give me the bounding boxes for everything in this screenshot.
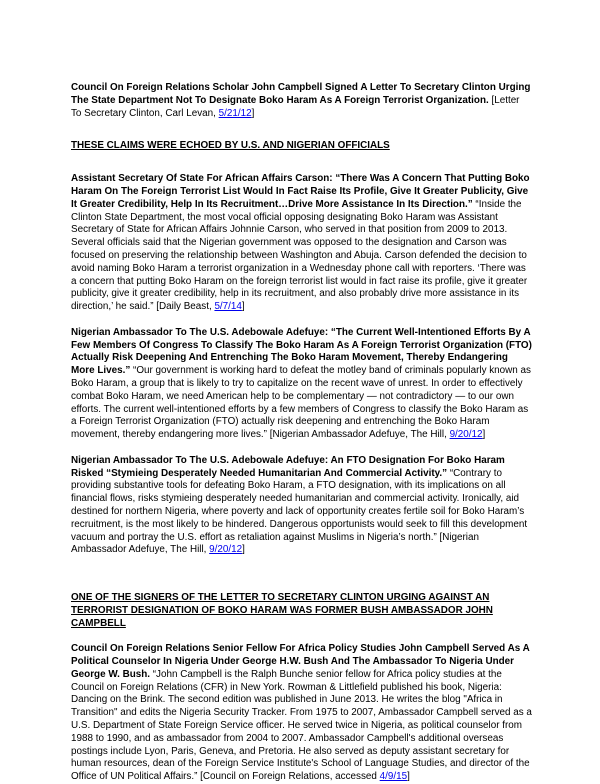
- paragraph-body: “Our government is working hard to defeat the motley band of criminals popularly known as Boko Haram, a group that is likely to try to capitalize on the recent wave of unrest. In order to effectively combat Boko Haram, we need American help to be complementary — not contradictory — to our own efforts. The current well-intentioned efforts by a few members of Congress to classify the Boko Haram as a Foreign Terrorist Organization (FTO) actually risk deepening and entrenching the Boko Haram movement, thereby endangering more lives.” [Nigerian Ambassador Adefuye, The Hill,: [71, 365, 531, 441]
- source-link[interactable]: 5/21/12: [218, 107, 252, 119]
- paragraph-campbell-bio: Council On Foreign Relations Senior Fellow For Africa Policy Studies John Campbell Served As A Political Counselor In Nigeria Under George H.W. Bush And The Ambassador To Nigeria Under George W. Bush. “John Campbell is the Ralph Bunche senior fellow for Africa policy studies at the Council on Foreign Relations (CFR) in New York. Rowman & Littlefield published his book, Nigeria: Dancing on the Brink. The second edition was published in June 2013. He writes the blog "Africa in Transition" and edits the Nigeria Security Tracker. From 1975 to 2007, Ambassador Campbell served as a U.S. Department of State Foreign Service officer. He served twice in Nigeria, as political counselor from 1988 to 1990, and as ambassador from 2004 to 2007. Ambassador Campbell's additional overseas postings include Lyon, Paris, Geneva, and Pretoria. He also served as deputy assistant secretary for human resources, dean of the Foreign Service Institute's School of Language Studies, and director of the Office of UN Political Affairs.” [Council on Foreign Relations, accessed 4/9/15]: [71, 643, 532, 783]
- paragraph-body: [Letter To Secretary Clinton, Carl Levan,: [71, 94, 520, 119]
- section-heading-claims-echoed: THESE CLAIMS WERE ECHOED BY U.S. AND NIGERIAN OFFICIALS: [71, 140, 390, 152]
- paragraph-lead: Council On Foreign Relations Scholar John Campbell Signed A Letter To Secretary Clinton Urging The State Department Not To Designate Boko Haram As A Foreign Terrorist Organization.: [71, 82, 531, 106]
- source-link[interactable]: 4/9/15: [379, 771, 408, 783]
- paragraph-lead: Council On Foreign Relations Senior Fellow For Africa Policy Studies John Campbell Served As A Political Counselor In Nigeria Under George H.W. Bush And The Ambassador To Nigeria Under George W. Bush.: [71, 643, 530, 680]
- paragraph-body: “Contrary to providing substantive tools for defeating Boko Haram, a FTO designation, with its implications on all financial flows, risks stymieing desperately needed humanitarian and commercial activity. Ironically, aid destined for northern Nigeria, where poverty and lack of opportunity creates fertile soil for Boko Haram’s recruitment, is the most likely to be hindered. Dangerous opportunists would seek to fill this development vacuum and portray the U.S. effort as retaliation against Muslims in Nigeria’s north.” [Nigerian Ambassador Adefuye, The Hill,: [71, 467, 528, 556]
- paragraph-adefuye-congress: Nigerian Ambassador To The U.S. Adebowale Adefuye: “The Current Well-Intentioned Efforts By A Few Members Of Congress To Classify The Boko Haram As A Foreign Terrorist Organization (FTO) Actually Risk Deepening And Entrenching The Boko Haram Movement, Thereby Endangering More Lives.” “Our government is working hard to defeat the motley band of criminals popularly known as Boko Haram, a group that is likely to try to capitalize on the recent wave of unrest. In order to effectively combat Boko Haram, we need American help to be complementary — not contradictory — to our own efforts. The current well-intentioned efforts by a few members of Congress to classify the Boko Haram as a Foreign Terrorist Organization (FTO) actually risk deepening and entrenching the Boko Haram movement, thereby endangering more lives.” [Nigerian Ambassador Adefuye, The Hill, 9/20/12]: [71, 326, 532, 441]
- paragraph-body: “Inside the Clinton State Department, the most vocal official opposing designating Boko Haram was Assistant Secretary of State for African Affairs Johnnie Carson, who served in that position from 2009 to 2013. Several officials said that the Nigerian government was opposed to the designation and Carson was focused on preserving the relationship between Washington and Abuja. Carson defended the decision to avoid naming Boko Haram a terrorist organization in a Wednesday phone call with reporters. ‘There was a concern that putting Boko Haram on the foreign terrorist list would in fact raise its profile, give it greater publicity, give it greater credibility, help in its recruitment, and also probably drive more assistance in its direction,’ he said.” [Daily Beast,: [71, 198, 528, 313]
- source-link[interactable]: 9/20/12: [449, 429, 483, 441]
- paragraph-campbell-letter: Council On Foreign Relations Scholar John Campbell Signed A Letter To Secretary Clinton Urging The State Department Not To Designate Boko Haram As A Foreign Terrorist Organization. [Letter To Secretary Clinton, Carl Levan, 5/21/12]: [71, 82, 531, 119]
- source-link[interactable]: 9/20/12: [209, 544, 243, 556]
- paragraph-lead: Nigerian Ambassador To The U.S. Adebowale Adefuye: An FTO Designation For Boko Haram Risked “Stymieing Desperately Needed Humanitarian And Commercial Activity.”: [71, 454, 505, 479]
- source-link[interactable]: 5/7/14: [214, 301, 242, 313]
- paragraph-lead: Nigerian Ambassador To The U.S. Adebowale Adefuye: “The Current Well-Intentioned Efforts By A Few Members Of Congress To Classify The Boko Haram As A Foreign Terrorist Organization (FTO) Actually Risk Deepening And Entrenching The Boko Haram Movement, Thereby Endangering More Lives.”: [71, 326, 532, 377]
- section-heading-campbell-signer: ONE OF THE SIGNERS OF THE LETTER TO SECRETARY CLINTON URGING AGAINST AN TERRORIST DESIGNATION OF BOKO HARAM WAS FORMER BUSH AMBASSADOR JOHN CAMPBELL: [71, 592, 493, 629]
- paragraph-carson: Assistant Secretary Of State For African Affairs Carson: “There Was A Concern That Putting Boko Haram On The Foreign Terrorist List Would In Fact Raise Its Profile, Give It Greater Publicity, Give It Greater Credibility, Help In Its Recruitment…Drive More Assistance In Its Direction.” “Inside the Clinton State Department, the most vocal official opposing designating Boko Haram was Assistant Secretary of State for African Affairs Johnnie Carson, who served in that position from 2009 to 2013. Several officials said that the Nigerian government was opposed to the designation and Carson was focused on preserving the relationship between Washington and Abuja. Carson defended the decision to avoid naming Boko Haram a terrorist organization in a Wednesday phone call with reporters. ‘There was a concern that putting Boko Haram on the foreign terrorist list would in fact raise its profile, give it greater publicity, give it greater credibility, help in its recruitment, and also probably drive more assistance in its direction,’ he said.” [Daily Beast, 5/7/14]: [71, 173, 530, 313]
- paragraph-lead: Assistant Secretary Of State For African Affairs Carson: “There Was A Concern That Putting Boko Haram On The Foreign Terrorist List Would In Fact Raise Its Profile, Give It Greater Publicity, Give It Greater Credibility, Help In Its Recruitment…Drive More Assistance In Its Direction.”: [71, 173, 530, 210]
- paragraph-body: “John Campbell is the Ralph Bunche senior fellow for Africa policy studies at the Council on Foreign Relations (CFR) in New York. Rowman & Littlefield published his book, Nigeria: Dancing on the Brink. The second edition was published in June 2013. He writes the blog "Africa in Transition" and edits the Nigeria Security Tracker. From 1975 to 2007, Ambassador Campbell served as a U.S. Department of State Foreign Service officer. He served twice in Nigeria, as political counselor from 1988 to 1990, and as ambassador from 2004 to 2007. Ambassador Campbell's additional overseas postings include Lyon, Paris, Geneva, and Pretoria. He also served as deputy assistant secretary for human resources, dean of the Foreign Service Institute's School of Language Studies, and director of the Office of UN Political Affairs.” [Council on Foreign Relations, accessed: [71, 668, 532, 783]
- paragraph-adefuye-fto: Nigerian Ambassador To The U.S. Adebowale Adefuye: An FTO Designation For Boko Haram Risked “Stymieing Desperately Needed Humanitarian And Commercial Activity.” “Contrary to providing substantive tools for defeating Boko Haram, a FTO designation, with its implications on all financial flows, risks stymieing desperately needed humanitarian and commercial activity. Ironically, aid destined for northern Nigeria, where poverty and lack of opportunity creates fertile soil for Boko Haram’s recruitment, is the most likely to be hindered. Dangerous opportunists would seek to fill this development vacuum and portray the U.S. effort as retaliation against Muslims in Nigeria’s north.” [Nigerian Ambassador Adefuye, The Hill, 9/20/12]: [71, 454, 528, 556]
